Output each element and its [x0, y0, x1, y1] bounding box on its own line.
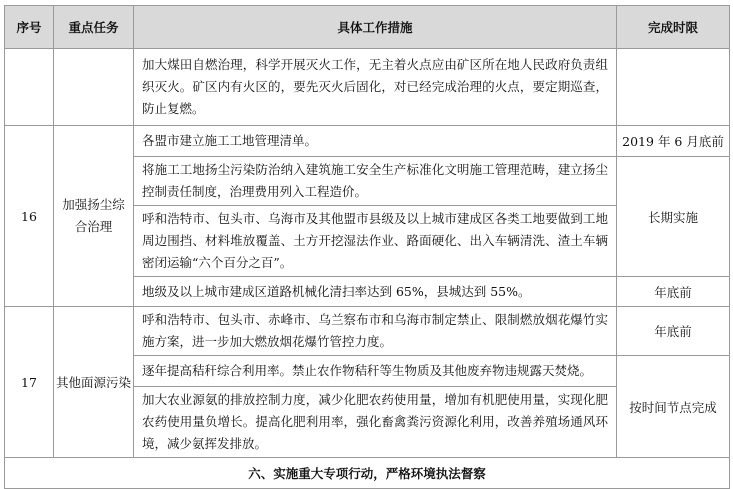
deadline-cell	[617, 49, 730, 126]
deadline-cell: 年底前	[617, 277, 730, 307]
seq-cell: 17	[5, 307, 54, 458]
measure-cell: 呼和浩特市、包头市、乌海市及其他盟市县级及以上城市建成区各类工地要做到工地周边围挡、材料堆放覆盖、土方开挖湿法作业、路面硬化、出入车辆清洗、渣土车辆密闭运输“六个百分之百”。	[134, 206, 617, 277]
header-seq: 序号	[5, 6, 54, 49]
measure-cell: 逐年提高秸秆综合利用率。禁止农作物秸秆等生物质及其他废弃物违规露天焚烧。	[134, 356, 617, 387]
table-row	[5, 126, 730, 157]
task-cell: 其他面源污染	[54, 307, 134, 458]
table-row	[5, 307, 730, 356]
section-title: 六、实施重大专项行动，严格环境执法督察	[5, 458, 730, 489]
task-cell: 加强扬尘综合治理	[54, 126, 134, 307]
measure-cell: 加大煤田自燃治理，科学开展灭火工作，无主着火点应由矿区所在地人民政府负责组织灭火。矿区内有火区的，要先灭火后固化，对已经完成治理的火点，要定期巡查，防止复燃。	[134, 49, 617, 126]
deadline-cell: 2019 年 6 月底前	[617, 126, 730, 157]
header-deadline: 完成时限	[617, 6, 730, 49]
deadline-cell: 年底前	[617, 307, 730, 356]
task-cell	[54, 49, 134, 126]
header-measures: 具体工作措施	[134, 6, 617, 49]
deadline-cell: 长期实施	[617, 157, 730, 277]
header-row	[5, 6, 730, 49]
measure-cell: 地级及以上城市建成区道路机械化清扫率达到 65%，县城达到 55%。	[134, 277, 617, 307]
work-measures-table	[4, 5, 730, 489]
header-task: 重点任务	[54, 6, 134, 49]
deadline-cell: 按时间节点完成	[617, 356, 730, 458]
seq-cell	[5, 49, 54, 126]
measure-cell: 将施工工地扬尘污染防治纳入建筑施工安全生产标准化文明施工管理范畴，建立扬尘控制责任制度，治理费用列入工程造价。	[134, 157, 617, 206]
measure-cell: 加大农业源氨的排放控制力度，减少化肥农药使用量，增加有机肥使用量，实现化肥农药使用量负增长。提高化肥利用率，强化畜禽粪污资源化利用，改善养殖场通风环境，减少氨挥发排放。	[134, 387, 617, 458]
section-row	[5, 458, 730, 489]
seq-cell: 16	[5, 126, 54, 307]
measure-cell: 呼和浩特市、包头市、赤峰市、乌兰察布市和乌海市制定禁止、限制燃放烟花爆竹实施方案，进一步加大燃放烟花爆竹管控力度。	[134, 307, 617, 356]
measure-cell: 各盟市建立施工工地管理清单。	[134, 126, 617, 157]
table-row	[5, 49, 730, 126]
